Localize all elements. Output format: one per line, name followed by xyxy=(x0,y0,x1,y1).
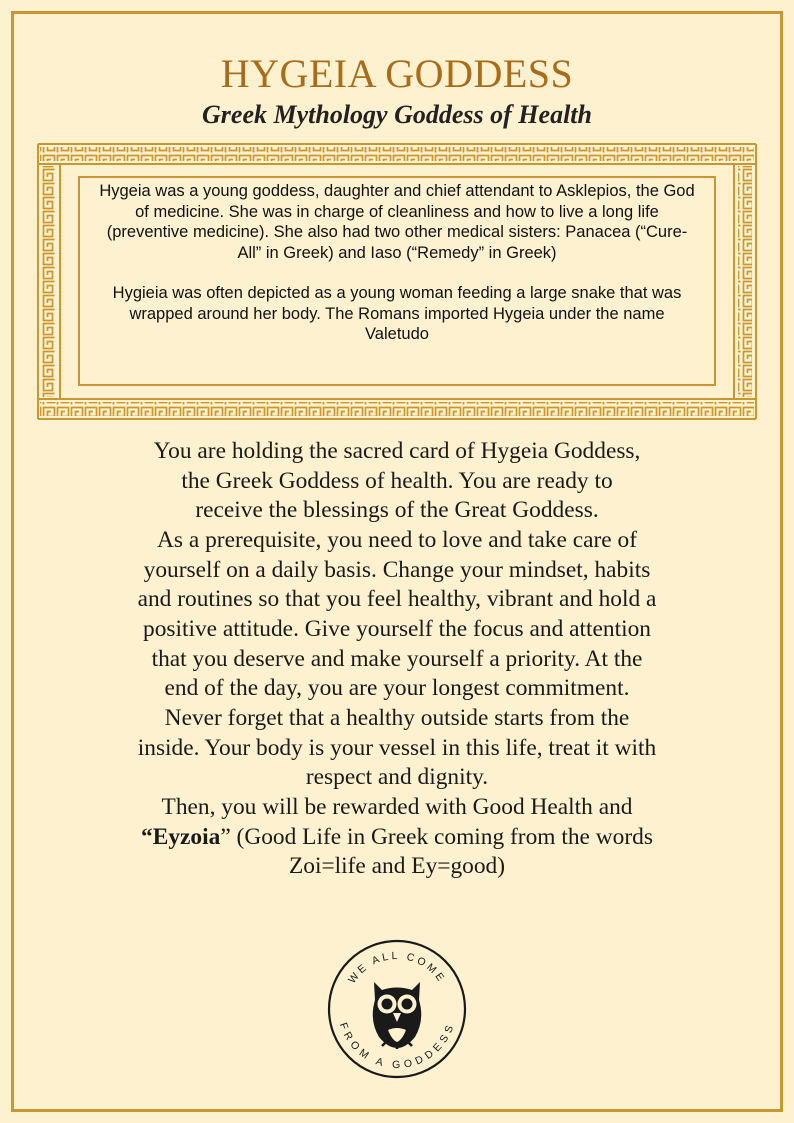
brand-logo xyxy=(326,938,468,1080)
page-title: HYGEIA GODDESS xyxy=(220,51,574,96)
eyzoia-term: Eyzoia xyxy=(152,823,221,850)
message-line: positive attitude. Give yourself the focus and attention xyxy=(143,615,651,642)
message-line: Then, you will be rewarded with Good Health and xyxy=(161,793,633,820)
meander-top-band xyxy=(38,144,756,164)
mythology-info-box xyxy=(78,176,716,386)
owl-icon xyxy=(373,982,422,1049)
message-line: As a prerequisite, you need to love and take care of xyxy=(157,526,637,553)
eyzoia-explanation: ” (Good Life in Greek coming from the words xyxy=(220,823,653,850)
message-line: the Greek Goddess of health. You are ready to xyxy=(181,467,613,494)
message-line: receive the blessings of the Great Goddess. xyxy=(195,497,599,524)
open-quote: “ xyxy=(141,823,153,850)
message-line: that you deserve and make yourself a priority. At the xyxy=(151,645,643,672)
page-subtitle: Greek Mythology Goddess of Health xyxy=(202,100,592,129)
message-line: Never forget that a healthy outside starts from the xyxy=(164,704,630,731)
eyzoia-line xyxy=(70,823,724,853)
message-line: inside. Your body is your vessel in this life, treat it with xyxy=(137,734,657,761)
card-message xyxy=(70,437,724,882)
message-line: yourself on a daily basis. Change your mindset, habits xyxy=(143,556,651,583)
meander-right-band xyxy=(734,144,756,419)
info-paragraph-2: Hygieia was often depicted as a young woman feeding a large snake that was wrapped around her body. The Romans imported Hygeia under the name Valetudo xyxy=(112,284,682,343)
logo-top-text: WE ALL COME xyxy=(346,949,448,986)
message-line: Zoi=life and Ey=good) xyxy=(288,853,506,880)
eyzoia-word xyxy=(141,824,220,850)
logo-bottom-text: FROM A GODDESS xyxy=(336,1021,458,1072)
meander-left-band xyxy=(38,144,60,419)
message-line: and routines so that you feel healthy, vibrant and hold a xyxy=(137,586,657,613)
message-line: end of the day, you are your longest commitment. xyxy=(164,675,630,702)
message-line: You are holding the sacred card of Hygeia Goddess, xyxy=(153,438,641,464)
message-line: respect and dignity. xyxy=(305,764,489,791)
info-paragraph-1: Hygeia was a young goddess, daughter and chief attendant to Asklepios, the God of medicine. She was in charge of cleanliness and how to live a long life (preventive medicine). She also had two other medical sisters: Panacea (“Cure-All” in Greek) and Iaso (“Remedy” in Greek) xyxy=(99,182,695,262)
meander-bottom-band xyxy=(38,399,756,419)
